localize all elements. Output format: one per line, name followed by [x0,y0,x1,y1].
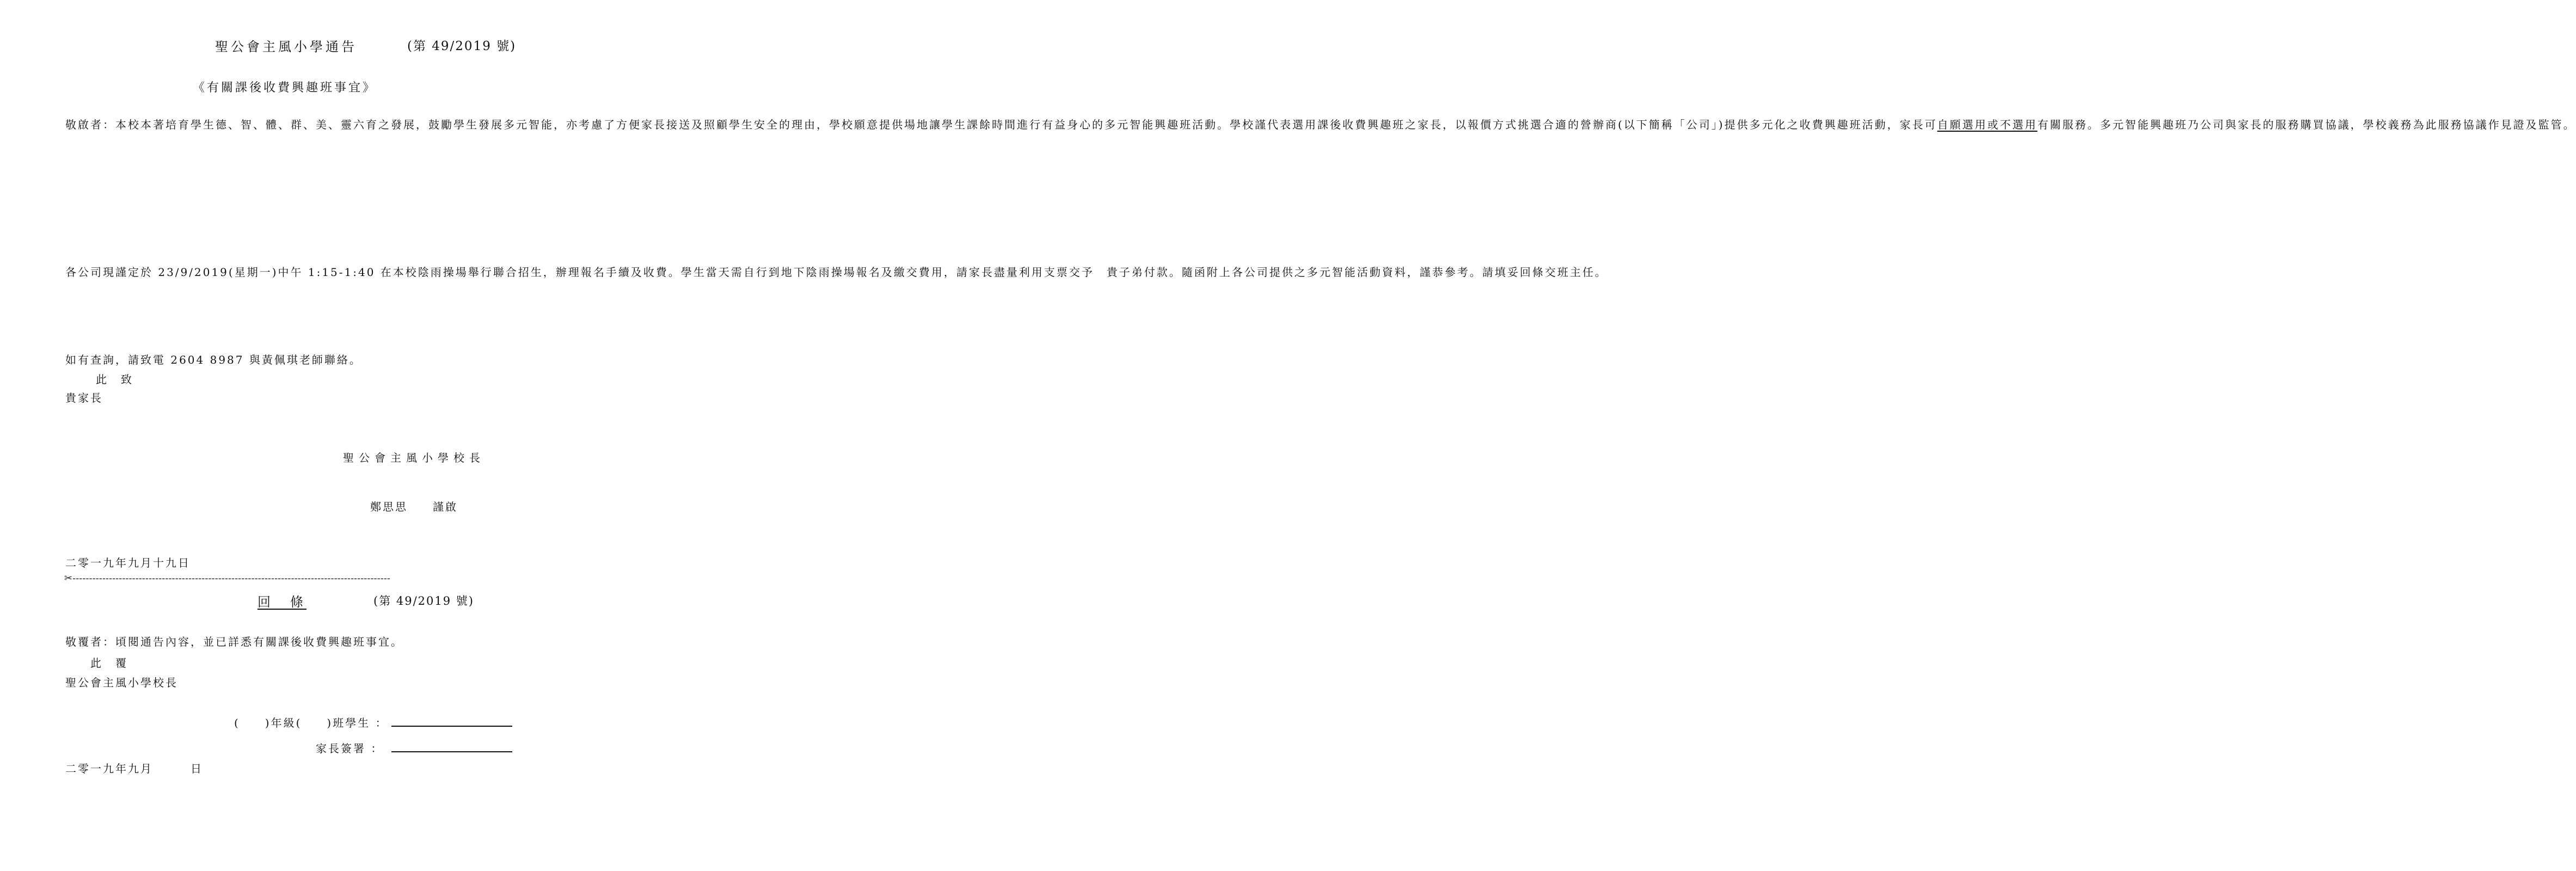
reply-slip-title: 回 條 [257,594,306,610]
body-paragraph-1-b: 有關服務。多元智能興趣班乃公司與家長的服務購買協議，學校義務為此服務協議作見證及監管。 [2037,118,2576,131]
notice-number: (第 49/2019 號) [407,39,517,53]
reply-recipient: 聖公會主風小學校長 [65,676,178,689]
body-paragraph-1-a: 敬啟者：本校本著培育學生德、智、體、群、美、靈六育之發展，鼓勵學生發展多元智能，亦考慮了方便家長接送及照顧學生安全的理由，學校願意提供場地讓學生課餘時間進行有益身心的多元智能興趣班活動。學校謹代表選用課後收費興趣班之家長，以報價方式挑選合適的營辦商(以下簡稱「公司」)提供多元化之收費興趣班活動，家長可 [65,118,1937,131]
signature-name: 鄭思思 謹啟 [370,500,458,513]
notice-title: 聖公會主風小學通告 [215,39,357,54]
body-paragraph-1-underlined: 自願選用或不選用 [1937,118,2038,131]
parent-signature-field[interactable] [391,751,512,752]
notice-subject: 《有關課後收費興趣班事宜》 [192,81,377,95]
reply-notice-number: (第 49/2019 號) [373,594,474,608]
class-student-label: ( )年級( )班學生 ： [234,716,388,729]
reply-date: 二零一九年九月 日 [65,762,203,775]
student-name-field[interactable] [391,726,512,727]
cut-line: ✂------------------------------------------------------------------------------------------------ [64,573,390,584]
notice-date: 二零一九年九月十九日 [65,556,191,569]
body-paragraph-2: 各公司現謹定於 23/9/2019(星期一)中午 1:15-1:40 在本校陰雨操場舉行聯合招生，辦理報名手續及收費。學生當天需自行到地下陰雨操場報名及繳交費用，請家長盡量利用支票交予 貴子弟付款。隨函附上各公司提供之多元智能活動資料，謹恭參考。請填妥回條交班主任。 [65,266,1608,279]
body-paragraph-1 [65,115,2576,134]
recipient-line: 貴家長 [65,391,103,404]
enquiry-line: 如有查詢，請致電 2604 8987 與黃佩琪老師聯絡。 [65,353,362,366]
closing-line: 此 致 [96,373,133,386]
signature-org: 聖公會主風小學校長 [343,451,485,464]
reply-closing: 此 覆 [90,657,128,670]
reply-body: 敬覆者：頃閱通告內容，並已詳悉有關課後收費興趣班事宜。 [65,635,403,648]
parent-signature-label: 家長簽署 ： [316,742,384,755]
